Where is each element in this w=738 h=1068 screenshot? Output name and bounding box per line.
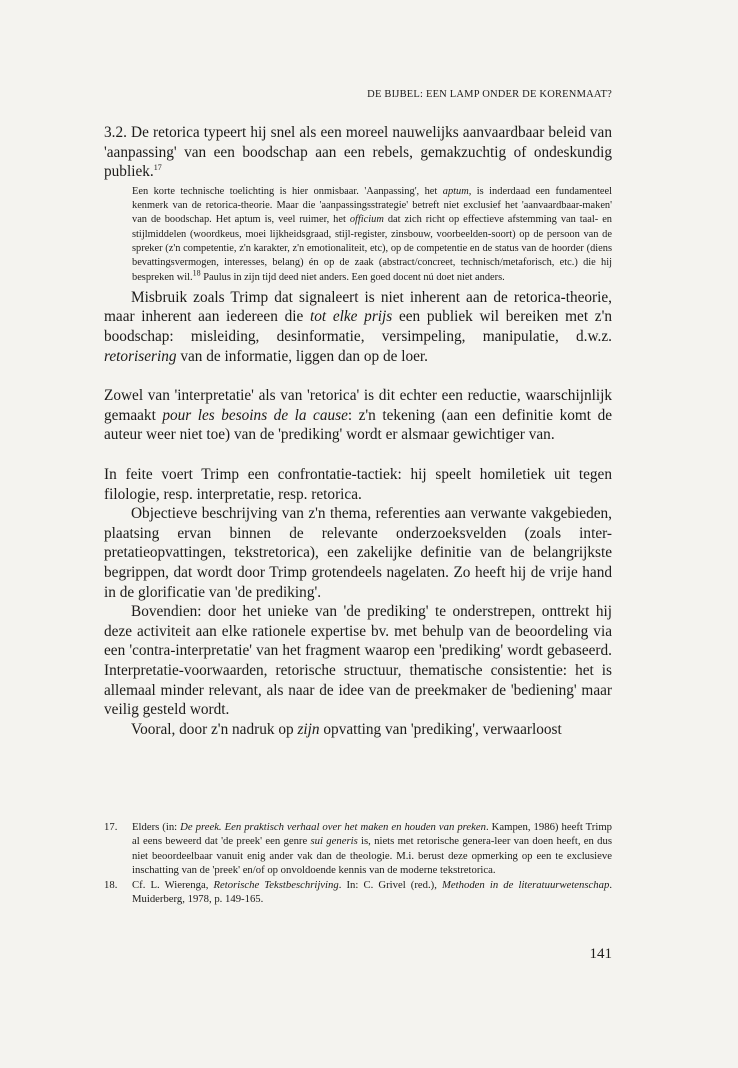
misbruik-italic-2: retorisering: [104, 347, 177, 365]
paragraph-gap: [104, 445, 612, 465]
footnote-body: [132, 878, 612, 907]
zowel-part-2: : z'n tekening (aan een definitie komt de auteur weer niet toe) van de 'prediking' wordt er alsmaar gewichtiger van.: [104, 406, 613, 444]
fn18-part-a: Cf. L. Wierenga,: [132, 878, 214, 891]
note-part-1: Een korte technische toelichting is hier onmisbaar. 'Aanpassing', het: [132, 185, 443, 197]
misbruik-part-3: van de informatie, liggen dan op de loer.: [176, 347, 429, 365]
fn17-part-a: Elders (in:: [132, 821, 181, 833]
footnote-18: [104, 878, 612, 907]
vooral-italic: zijn: [297, 720, 320, 738]
fn18-part-b: . In: C. Grivel (red.),: [338, 878, 443, 891]
note-part-3: dat zich richt op effectieve afstemming van taal- en stijlmiddelen (woordkeus, moei lijkheidsgraad, stijl-register, zinsbouw, voorbeelden-soort) op de persoon van de spreker (z'n competentie, z'n karakter, z'n emotionaliteit, etc), op de competentie en de status van de hoorder (diens bevattingsvermogen, interesses, belang) én op de zaak (abstract/concreet, technisch/metaforisch, etc.) die hij bespreken wil.: [132, 214, 612, 283]
technical-note: [132, 185, 612, 285]
fn18-title: Retorische Tekstbeschrijving: [213, 878, 339, 891]
objectieve-paragraph: Objectieve beschrijving van z'n thema, referenties aan verwante vakgebieden, plaatsing ervan binnen de relevante onderzoeksvelden (zoals inter-pretatieopvattingen, tekstretorica), een zakelijke definitie van de belangrijkste begrippen, dat wordt door Trimp grotendeels nagelaten. Zo heeft hij de vrije hand in de glorificatie van 'de prediking'.: [104, 505, 612, 601]
footnote-number: 18.: [104, 878, 118, 891]
fn18-part-c: . Muiderberg, 1978, p. 149-165.: [132, 878, 612, 906]
main-text: [104, 123, 612, 739]
footnote-ref-17[interactable]: 17: [153, 163, 162, 173]
fn17-part-b: . Kampen, 1986) heeft Trimp al eens beweerd dat 'de preek' een genre: [132, 821, 612, 848]
note-officium: officium: [349, 214, 384, 226]
running-head: DE BIJBEL: EEN LAMP ONDER DE KORENMAAT?: [367, 89, 612, 100]
footnote-number: 17.: [104, 821, 118, 833]
zowel-part-1: Zowel van 'interpretatie' als van 'retorica' is dit echter een reductie, waarschijnlijk gemaakt: [104, 387, 612, 424]
vooral-paragraph: [104, 720, 612, 740]
note-part-2: is inderdaad een fundamenteel kenmerk van de retorica-theorie. Maar die 'aanpassingsstrategie' betreft niet exclusief het 'aanvaardbaar-maken' van de boodschap. Het aptum is, veel ruimer, het: [132, 185, 613, 226]
zowel-italic: pour les besoins de la cause: [162, 406, 348, 424]
page-number: 141: [589, 946, 612, 962]
misbruik-part-2: een publiek wil bereiken met z'n boodschap: misleiding, desinformatie, versimpeling, manipulatie, d.w.z.: [104, 308, 612, 346]
bovendien-paragraph: Bovendien: door het unieke van 'de prediking' te onderstrepen, onttrekt hij deze activiteit aan elke rationele expertise bv. met behulp van de beoordeling via een 'contra-interpretatie' van het fragment waarop een 'prediking' wordt gebaseerd. Interpretatie-voorwaarden, retorische structuur, thematische consistentie: het is allemaal minder relevant, als naar de idee van de preekmaker de 'bediening' maar veilig gesteld wordt.: [104, 603, 612, 719]
misbruik-paragraph: [104, 288, 612, 366]
fn17-italic: sui generis: [310, 835, 358, 848]
misbruik-part-1: Misbruik zoals Trimp dat signaleert is niet inherent aan de retorica-theorie, maar inherent aan iedereen die: [104, 288, 612, 326]
in-feite-paragraph: In feite voert Trimp een confrontatie-tactiek: hij speelt homiletiek uit tegen filologie, resp. interpretatie, resp. retorica.: [104, 466, 612, 503]
footnote-ref-18[interactable]: 18: [192, 268, 201, 278]
fn17-title: De preek. Een praktisch verhaal over het maken en houden van preken: [180, 821, 487, 833]
misbruik-italic-1: tot elke prijs: [309, 308, 393, 326]
fn18-title-2: Methoden in de literatuurwetenschap: [442, 878, 610, 891]
paragraph-gap: [104, 366, 612, 386]
fn17-part-c: is, niets met retorische genera-leer van doen heeft, en dus niet beoordeelbaar vanuit enig ander vak dan de theologie. M.i. berust deze opmerking op een te exclusieve inschatting van de 'preek' en/of op onvoldoende kennis van de moderne tekstretorica.: [132, 835, 613, 877]
note-aptum: aptum,: [442, 185, 472, 197]
note-part-4: Paulus in zijn tijd deed niet anders. Een goed docent nú doet niet anders.: [200, 271, 505, 283]
zowel-paragraph: [104, 386, 612, 445]
footnote-17: [104, 820, 612, 878]
section-heading-text: 3.2. De retorica typeert hij snel als een moreel nauwelijks aanvaardbaar beleid van 'aanpassing' van een boodschap aan een rebels, gemakzuchtig of ondeskundig publiek.: [104, 124, 612, 181]
vooral-part-1: Vooral, door z'n nadruk op: [131, 720, 298, 738]
section-heading-paragraph: [104, 123, 612, 182]
footnote-body: [132, 820, 612, 878]
footnotes: [104, 820, 612, 906]
vooral-part-2: opvatting van 'prediking', verwaarloost: [319, 720, 562, 738]
